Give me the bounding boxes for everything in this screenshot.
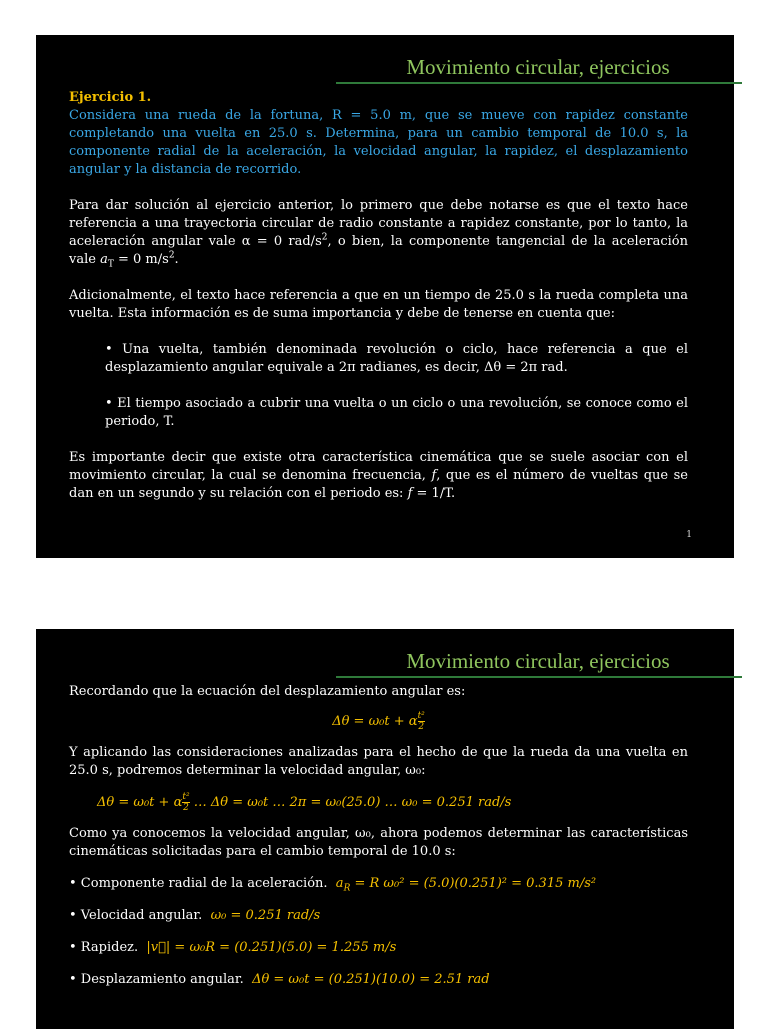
paragraph-angular-velocity: Y aplicando las consideraciones analizadas para el hecho de que la rueda da una vuelta en 25.0 s, podremos determinar la velocidad angular, ω₀: — [69, 745, 688, 778]
slide-1 — [36, 35, 734, 558]
paragraph-kinematics: Como ya conocemos la velocidad angular, ω₀, ahora podemos determinar las características cinemáticas solicitadas para el cambio temporal de 10.0 s: — [69, 826, 688, 859]
slide-title: Movimiento circular, ejercicios — [406, 55, 670, 79]
result-angular-displacement: • Desplazamiento angular. Δθ = ω₀t = (0.251)(10.0) = 2.51 rad — [69, 972, 490, 987]
slide-title: Movimiento circular, ejercicios — [406, 649, 670, 673]
page-number: 1 — [686, 530, 692, 540]
paragraph-one-revolution: Adicionalmente, el texto hace referencia a que en un tiempo de 25.0 s la rueda completa una vuelta. Esta información es de suma importancia y debe de tenerse en cuenta que: — [69, 288, 688, 321]
slide-1-content — [69, 89, 688, 503]
result-angular-velocity: • Velocidad angular. ω₀ = 0.251 rad/s — [69, 908, 321, 923]
bullet-revolution: • Una vuelta, también denominada revolución o ciclo, hace referencia a que el desplazamiento angular equivale a 2π radianes, es decir, Δθ = 2π rad. — [105, 342, 688, 375]
result-radial-acceleration: • Componente radial de la aceleración. $a_R = R$ ω₀² = (5.0)(0.251)² = 0.315 m/s² — [69, 876, 597, 894]
paragraph-constant-speed: Para dar solución al ejercicio anterior, lo primero que debe notarse es que el texto hace referencia a una trayectoria circular de radio constante a rapidez constante, por lo tanto, la aceleración angular vale α = 0 rad/$s^2$, o bien, la componente tangencial de la aceleración vale $a_T = 0$ $m/s^2$. — [69, 198, 688, 270]
exercise-heading: Ejercicio 1. — [69, 90, 152, 105]
slide-2-content — [69, 683, 688, 989]
angular-velocity-derivation: Δθ = ω₀t + α $\frac{\text{t²}}{2}$ … Δθ = ω₀t … 2π = ω₀(25.0) … ω₀ = 0.251 rad/s — [97, 792, 512, 813]
slide-2 — [36, 629, 734, 1029]
paragraph-frequency: Es importante decir que existe otra característica cinemática que se suele asociar con el movimiento circular, la cual se denomina frecuencia, f, que es el número de vueltas que se dan en un segundo y su relación con el periodo es: f = 1/T. — [69, 450, 688, 501]
exercise-statement: Considera una rueda de la fortuna, R = 5.0 m, que se mueve con rapidez constante completando una vuelta en 25.0 s. Determina, para un cambio temporal de 10.0 s, la componente radial de la aceleración, la velocidad angular, la rapidez, el desplazamiento angular y la distancia de recorrido. — [69, 108, 688, 177]
bullet-period: • El tiempo asociado a cubrir una vuelta o un ciclo o una revolución, se conoce como el periodo, T. — [105, 396, 688, 429]
title-underline — [336, 676, 742, 678]
title-underline — [336, 82, 742, 84]
angular-displacement-equation: Δθ = ω₀t + α $\frac{\text{t²}}{2}$ — [332, 711, 425, 732]
intro-text: Recordando que la ecuación del desplazamiento angular es: — [69, 684, 466, 699]
result-speed: • Rapidez. |v⃗| = ω₀R = (0.251)(5.0) = 1.255 m/s — [69, 940, 397, 955]
